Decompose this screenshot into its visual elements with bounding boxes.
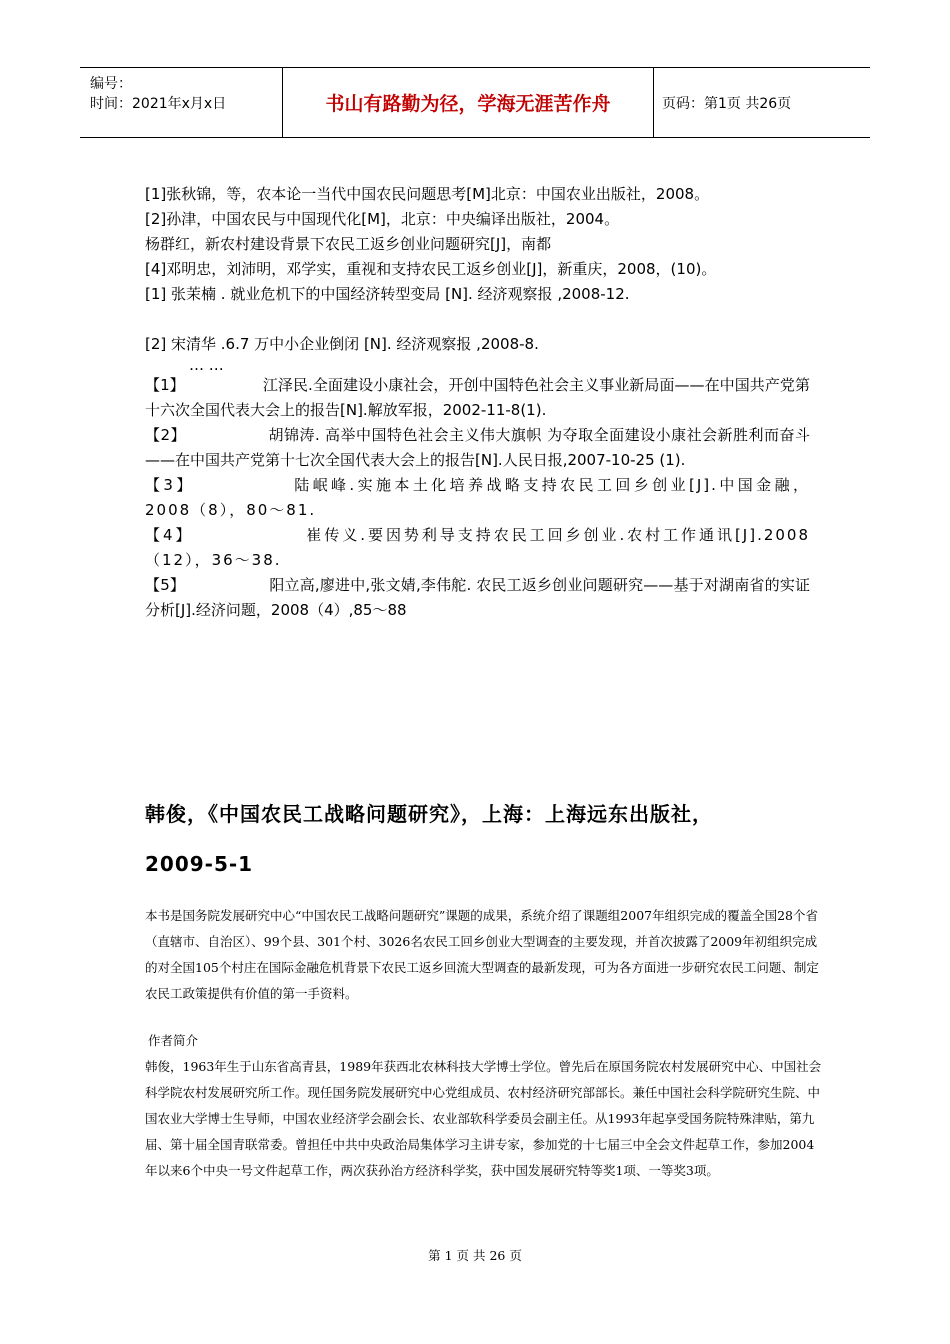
ellipsis: … … [189,356,224,374]
header-motto: 书山有路勤为径，学海无涯苦作舟 [282,68,654,137]
reference-item: 杨群红，新农村建设背景下农民工返乡创业问题研究[J]，南都 [145,235,552,253]
reference-list [145,182,810,623]
reference-entry [145,423,810,473]
reference-entry [145,473,810,523]
reference-tag: 【2】 [145,426,187,444]
reference-tag: 【5】 [145,576,186,594]
reference-item: [1]张秋锦，等，农本论一当代中国农民问题思考[M]北京：中国农业出版社，2008。 [145,185,710,203]
book-intro-text: 本书是国务院发展研究中心“中国农民工战略问题研究”课题的成果，系统介绍了课题组2007年组织完成的覆盖全国28个省（直辖市、自治区）、99个县、301个村、3026名农民工回乡创业大型调查的主要发现，并首次披露了2009年初组织完成的对全国105个村庄在国际金融危机背景下农民工返乡回流大型调查的最新发现，可为各方面进一步研究农民工问题、制定农民工政策提供有价值的第一手资料。 [145,908,819,1001]
document-number-label: 编号： [90,76,132,92]
reference-tag: 【3】 [145,476,195,494]
page-header [80,67,870,138]
reference-entry [145,573,810,623]
reference-entry [145,523,810,573]
document-date: 时间：2021年x月x日 [90,96,227,112]
author-bio: 韩俊，1963年生于山东省高青县，1989年获西北农林科技大学博士学位。曾先后在原国务院农村发展研究中心、中国社会科学院农村发展研究所工作。现任国务院发展研究中心党组成员、农村经济研究部部长。兼任中国社会科学院研究生院、中国农业大学博士生导师，中国农业经济学会副会长、农业部软科学委员会副主任。从1993年起享受国务院特殊津贴，第九届、第十届全国青联常委。曾担任中共中央政治局集体学习主讲专家，参加党的十七届三中全会文件起草工作，参加2004年以来6个中央一号文件起草工作，两次获孙治方经济科学奖，获中国发展研究特等奖1项、一等奖3项。 [145,1059,822,1178]
reference-text: 陆岷峰.实施本土化培养战略支持农民工回乡创业[J].中国金融，2008（8），80～81. [145,476,810,519]
page-footer: 第 1 页 共 26 页 [428,1248,522,1263]
reference-tag: 【1】 [145,376,185,394]
reference-item: [1] 张茉楠 . 就业危机下的中国经济转型变局 [N]. 经济观察报 ,2008-12. [145,285,630,303]
reference-text: 崔传义.要因势利导支持农民工回乡创业.农村工作通讯[J].2008（12），36～38. [145,526,811,569]
book-title-line: 韩俊，《中国农民工战略问题研究》，上海：上海远东出版社， [145,802,713,826]
reference-item: [2] 宋清华 .6.7 万中小企业倒闭 [N]. 经济观察报 ,2008-8. [145,335,539,353]
reference-item: [4]邓明忠，刘沛明，邓学实，重视和支持农民工返乡创业[J]，新重庆，2008，(10)。 [145,260,717,278]
author-heading: 作者简介 [148,1033,199,1048]
book-date-line: 2009-5-1 [145,852,254,876]
reference-text: 阳立高,廖进中,张文婧,李伟舵. 农民工返乡创业问题研究——基于对湖南省的实证分析[J].经济问题，2008（4）,85～88 [145,576,811,619]
header-meta [80,68,282,137]
reference-text: 江泽民.全面建设小康社会，开创中国特色社会主义事业新局面——在中国共产党第十六次全国代表大会上的报告[N].解放军报，2002-11-8(1). [145,376,810,419]
author-section [145,1028,825,1184]
spacer [145,307,810,332]
book-intro [145,903,825,1007]
header-page-info: 页码：第1页 共26页 [662,95,792,112]
book-title [145,789,825,889]
reference-tag: 【4】 [145,526,194,544]
reference-entry [145,373,810,423]
reference-text: 胡锦涛. 高举中国特色社会主义伟大旗帜 为夺取全面建设小康社会新胜利而奋斗——在中国共产党第十七次全国代表大会上的报告[N].人民日报,2007-10-25 (1). [145,426,811,469]
reference-item: [2]孙津，中国农民与中国现代化[M]，北京：中央编译出版社，2004。 [145,210,620,228]
